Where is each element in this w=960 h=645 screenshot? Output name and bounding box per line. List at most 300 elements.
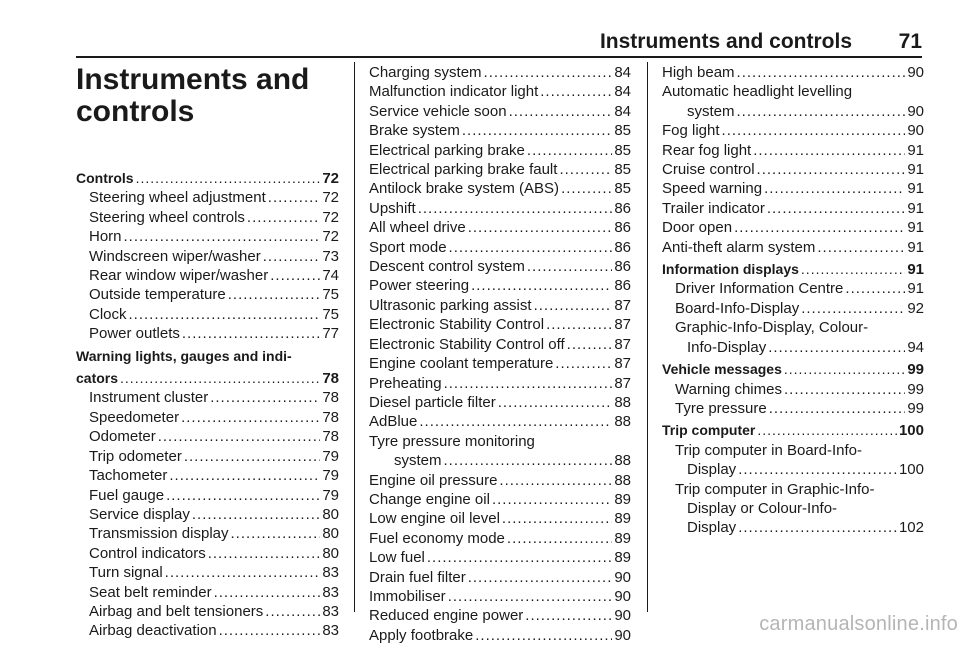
toc-entry-title: Charging system bbox=[369, 64, 482, 81]
toc-entry-page: 99 bbox=[907, 361, 924, 379]
toc-entry-title: Trailer indicator bbox=[662, 199, 765, 217]
toc-entry-title: Outside temperature bbox=[89, 286, 226, 304]
toc-entry-page: 72 bbox=[322, 208, 339, 226]
toc-entry[interactable] bbox=[662, 238, 924, 257]
toc-entry-title: Speed warning bbox=[662, 180, 763, 198]
toc-entry-page: 79 bbox=[322, 486, 339, 504]
toc-entry-page: 91 bbox=[907, 199, 924, 217]
toc-entry[interactable] bbox=[662, 279, 924, 298]
toc-entry[interactable] bbox=[76, 266, 339, 285]
dot-leader bbox=[499, 471, 612, 490]
toc-entry-title: Power outlets bbox=[89, 325, 180, 343]
dot-leader bbox=[165, 563, 321, 582]
toc-entry-page: 88 bbox=[614, 413, 631, 431]
dot-leader bbox=[534, 296, 613, 315]
toc-entry[interactable] bbox=[76, 466, 339, 485]
toc-entry-page: 83 bbox=[322, 622, 339, 640]
toc-section-entry[interactable] bbox=[662, 260, 924, 279]
dot-leader bbox=[817, 238, 905, 257]
toc-entry[interactable] bbox=[369, 335, 631, 354]
toc-entry-title: Electronic Stability Control bbox=[369, 316, 545, 334]
toc-entry[interactable] bbox=[369, 179, 631, 198]
toc-entry[interactable] bbox=[369, 238, 631, 257]
toc-entry-page: 72 bbox=[322, 228, 339, 246]
toc-entry-title: Drain fuel filter bbox=[369, 568, 466, 586]
toc-entry-title: Fog light bbox=[662, 122, 720, 140]
toc-entry[interactable] bbox=[662, 160, 924, 179]
toc-entry[interactable] bbox=[369, 374, 631, 393]
toc-entry-page: 78 bbox=[322, 428, 339, 446]
page-number: 71 bbox=[898, 30, 922, 53]
toc-entry[interactable] bbox=[662, 338, 924, 357]
toc-entry-title: Vehicle messages bbox=[662, 361, 782, 378]
dot-leader bbox=[738, 518, 897, 537]
dot-leader bbox=[540, 82, 612, 101]
toc-section-entry[interactable] bbox=[662, 421, 924, 440]
dot-leader bbox=[767, 199, 906, 218]
toc-entry-page: 72 bbox=[322, 189, 339, 207]
toc-entry-title: Sport mode bbox=[369, 238, 447, 256]
toc-entry[interactable] bbox=[76, 388, 339, 407]
dot-leader bbox=[468, 218, 613, 237]
toc-entry-title: Turn signal bbox=[89, 564, 163, 582]
toc-entry-page: 79 bbox=[322, 467, 339, 485]
toc-entry-page: 72 bbox=[322, 170, 339, 187]
toc-entry[interactable] bbox=[76, 621, 339, 640]
toc-entry-title: Cruise control bbox=[662, 161, 755, 179]
toc-entry[interactable] bbox=[369, 451, 631, 470]
toc-entry-page: 88 bbox=[614, 471, 631, 489]
toc-entry[interactable] bbox=[662, 460, 924, 479]
toc-entry-title: Info-Display bbox=[687, 338, 767, 356]
toc-entry[interactable] bbox=[76, 324, 339, 343]
dot-leader bbox=[561, 179, 612, 198]
toc-entry[interactable] bbox=[662, 102, 924, 121]
dot-leader bbox=[769, 399, 906, 418]
dot-leader bbox=[270, 266, 320, 285]
dot-leader bbox=[444, 451, 613, 470]
toc-entry-title: Power steering bbox=[369, 277, 470, 295]
toc-entry-page: 86 bbox=[614, 199, 631, 217]
chapter-title: Instruments and controls bbox=[76, 63, 310, 128]
toc-entry[interactable] bbox=[369, 587, 631, 606]
toc-entry-title: Controls bbox=[76, 170, 134, 186]
watermark: carmanualsonline.info bbox=[759, 613, 958, 635]
toc-entry[interactable] bbox=[662, 199, 924, 218]
toc-entry[interactable] bbox=[369, 257, 631, 276]
toc-entry[interactable] bbox=[369, 606, 631, 625]
header-rule bbox=[76, 56, 922, 58]
dot-leader bbox=[214, 583, 321, 602]
toc-entry[interactable] bbox=[76, 227, 339, 246]
dot-leader bbox=[129, 305, 321, 324]
toc-entry-title: Display bbox=[687, 461, 737, 479]
dot-leader bbox=[784, 360, 905, 379]
toc-entry-page: 91 bbox=[907, 180, 924, 198]
toc-entry-title: Display bbox=[687, 519, 737, 537]
toc-entry[interactable] bbox=[369, 490, 631, 509]
dot-leader bbox=[471, 276, 612, 295]
toc-entry-page: 77 bbox=[322, 325, 339, 343]
toc-entry[interactable] bbox=[76, 583, 339, 602]
toc-entry-page: 78 bbox=[322, 370, 339, 388]
toc-entry-page: 85 bbox=[614, 141, 631, 159]
page-header bbox=[0, 0, 960, 60]
toc-entry-page: 80 bbox=[322, 544, 339, 562]
toc-entry[interactable] bbox=[369, 296, 631, 315]
toc-entry-page: 85 bbox=[614, 122, 631, 140]
toc-entry[interactable] bbox=[369, 315, 631, 334]
toc-entry[interactable] bbox=[369, 568, 631, 587]
toc-entry-page: 90 bbox=[614, 568, 631, 586]
dot-leader bbox=[448, 587, 613, 606]
toc-entry-title: AdBlue bbox=[369, 413, 418, 431]
toc-entry-page: 91 bbox=[907, 161, 924, 179]
toc-entry-page: 87 bbox=[614, 335, 631, 353]
toc-entry-title: Electrical parking brake fault bbox=[369, 161, 558, 179]
toc-entry-title: Malfunction indicator light bbox=[369, 83, 539, 101]
toc-entry[interactable] bbox=[662, 141, 924, 160]
toc-entry[interactable] bbox=[76, 188, 339, 207]
toc-entry[interactable] bbox=[369, 412, 631, 431]
dot-leader bbox=[268, 188, 321, 207]
toc-entry-page: 100 bbox=[898, 461, 924, 479]
toc-entry-line: Trip computer in Board-Info- bbox=[675, 441, 863, 459]
toc-entry-title: Airbag and belt tensioners bbox=[89, 602, 264, 620]
toc-entry-page: 91 bbox=[907, 219, 924, 237]
toc-entry-title: Trip odometer bbox=[89, 447, 182, 465]
column-divider-2 bbox=[647, 62, 648, 612]
dot-leader bbox=[444, 374, 613, 393]
toc-entry-page: 90 bbox=[614, 626, 631, 644]
toc-entry-title: Change engine oil bbox=[369, 490, 490, 508]
toc-entry-title: Electronic Stability Control off bbox=[369, 335, 565, 353]
dot-leader bbox=[525, 606, 612, 625]
toc-entry-title: cators bbox=[76, 370, 119, 387]
dot-leader bbox=[845, 279, 905, 298]
toc-entry-title: Transmission display bbox=[89, 525, 229, 543]
dot-leader bbox=[527, 141, 612, 160]
toc-entry-title: Windscreen wiper/washer bbox=[89, 247, 261, 265]
toc-entry-page: 87 bbox=[614, 296, 631, 314]
toc-entry-page: 94 bbox=[907, 338, 924, 356]
toc-entry-line: Warning lights, gauges and indi- bbox=[76, 347, 292, 364]
toc-column-3 bbox=[662, 63, 924, 538]
column-divider-1 bbox=[354, 62, 355, 612]
toc-entry-title: Steering wheel adjustment bbox=[89, 189, 266, 207]
toc-entry-title: Engine coolant temperature bbox=[369, 355, 554, 373]
dot-leader bbox=[546, 315, 612, 334]
toc-entry-page: 78 bbox=[322, 408, 339, 426]
toc-entry-page: 86 bbox=[614, 277, 631, 295]
dot-leader bbox=[722, 121, 906, 140]
dot-leader bbox=[757, 421, 897, 440]
toc-entry-page: 86 bbox=[614, 219, 631, 237]
toc-entry-page: 79 bbox=[322, 447, 339, 465]
toc-entry-page: 91 bbox=[907, 261, 924, 279]
toc-entry-page: 80 bbox=[322, 505, 339, 523]
toc-entry-title: Anti-theft alarm system bbox=[662, 238, 816, 256]
toc-entry[interactable] bbox=[662, 399, 924, 418]
toc-entry-page: 84 bbox=[614, 102, 631, 120]
dot-leader bbox=[555, 354, 612, 373]
dot-leader bbox=[210, 388, 320, 407]
toc-entry-title: Tyre pressure bbox=[675, 399, 767, 417]
toc-entry-page: 99 bbox=[907, 380, 924, 398]
dot-leader bbox=[228, 285, 321, 304]
toc-entry-title: Seat belt reminder bbox=[89, 583, 212, 601]
toc-entry-title: Diesel particle filter bbox=[369, 393, 496, 411]
toc-entry-page: 83 bbox=[322, 602, 339, 620]
toc-entry-title: Upshift bbox=[369, 199, 416, 217]
toc-entry-page: 89 bbox=[614, 510, 631, 528]
toc-entry-line: Tyre pressure monitoring bbox=[369, 432, 535, 450]
toc-entry-title: Horn bbox=[89, 228, 122, 246]
toc-entry-page: 90 bbox=[907, 64, 924, 81]
toc-entry-title: Airbag deactivation bbox=[89, 622, 217, 640]
toc-entry[interactable] bbox=[369, 548, 631, 567]
dot-leader bbox=[427, 548, 612, 567]
toc-entry-page: 85 bbox=[614, 161, 631, 179]
dot-leader bbox=[265, 602, 320, 621]
toc-entry-page: 88 bbox=[614, 452, 631, 470]
toc-entry-line: Trip computer in Graphic-Info- bbox=[675, 480, 875, 498]
toc-entry[interactable] bbox=[76, 486, 339, 505]
toc-entry-page: 89 bbox=[614, 549, 631, 567]
toc-entry-title: Service display bbox=[89, 505, 190, 523]
toc-section-entry[interactable] bbox=[662, 360, 924, 379]
toc-entry[interactable] bbox=[76, 285, 339, 304]
dot-leader bbox=[263, 247, 321, 266]
dot-leader bbox=[231, 524, 321, 543]
dot-leader bbox=[801, 260, 905, 279]
toc-entry-title: Tachometer bbox=[89, 467, 168, 485]
toc-entry[interactable] bbox=[369, 121, 631, 140]
toc-entry[interactable] bbox=[369, 63, 631, 82]
toc-entry[interactable] bbox=[662, 179, 924, 198]
toc-entry[interactable] bbox=[369, 160, 631, 179]
toc-entry-page: 90 bbox=[907, 102, 924, 120]
dot-leader bbox=[136, 169, 321, 188]
toc-entry-page: 84 bbox=[614, 64, 631, 81]
toc-entry-title: Service vehicle soon bbox=[369, 102, 507, 120]
toc-entry-title: Rear fog light bbox=[662, 141, 752, 159]
toc-column-1 bbox=[76, 166, 339, 641]
dot-leader bbox=[158, 427, 321, 446]
dot-leader bbox=[475, 626, 612, 645]
toc-entry-page: 80 bbox=[322, 525, 339, 543]
toc-entry-page: 100 bbox=[898, 422, 924, 440]
dot-leader bbox=[801, 299, 905, 318]
toc-entry[interactable] bbox=[662, 380, 924, 399]
toc-entry-title: Reduced engine power bbox=[369, 607, 524, 625]
toc-entry[interactable] bbox=[369, 102, 631, 121]
dot-leader bbox=[247, 208, 320, 227]
dot-leader bbox=[737, 102, 906, 121]
toc-entry[interactable] bbox=[369, 509, 631, 528]
toc-entry[interactable] bbox=[76, 602, 339, 621]
toc-entry-title: Engine oil pressure bbox=[369, 471, 498, 489]
toc-entry-title: Fuel gauge bbox=[89, 486, 165, 504]
toc-entry[interactable] bbox=[76, 524, 339, 543]
toc-entry-title: High beam bbox=[662, 64, 735, 81]
toc-entry-title: system bbox=[394, 452, 442, 470]
toc-entry-page: 87 bbox=[614, 355, 631, 373]
toc-entry-page: 90 bbox=[614, 587, 631, 605]
toc-entry-page: 102 bbox=[898, 519, 924, 537]
dot-leader bbox=[462, 121, 612, 140]
toc-entry-title: All wheel drive bbox=[369, 219, 466, 237]
dot-leader bbox=[120, 369, 320, 388]
toc-entry-page: 91 bbox=[907, 280, 924, 298]
dot-leader bbox=[567, 335, 613, 354]
toc-entry[interactable] bbox=[76, 247, 339, 266]
running-header-title: Instruments and controls bbox=[599, 30, 852, 53]
toc-entry-page: 73 bbox=[322, 247, 339, 265]
dot-leader bbox=[502, 509, 612, 528]
toc-entry[interactable] bbox=[369, 276, 631, 295]
toc-entry-page: 88 bbox=[614, 393, 631, 411]
dot-leader bbox=[208, 544, 321, 563]
toc-entry[interactable] bbox=[369, 218, 631, 237]
dot-leader bbox=[764, 179, 905, 198]
toc-entry-page: 90 bbox=[614, 607, 631, 625]
toc-entry[interactable] bbox=[76, 447, 339, 466]
dot-leader bbox=[753, 141, 905, 160]
toc-entry[interactable] bbox=[76, 408, 339, 427]
toc-entry[interactable] bbox=[76, 427, 339, 446]
dot-leader bbox=[768, 338, 905, 357]
dot-leader bbox=[418, 199, 613, 218]
toc-entry[interactable] bbox=[369, 529, 631, 548]
toc-entry[interactable] bbox=[369, 354, 631, 373]
toc-entry-title: Descent control system bbox=[369, 258, 525, 276]
toc-entry[interactable] bbox=[369, 82, 631, 101]
toc-entry-title: Warning chimes bbox=[675, 380, 782, 398]
toc-entry-title: Door open bbox=[662, 219, 733, 237]
toc-entry-page: 75 bbox=[322, 305, 339, 323]
toc-entry[interactable] bbox=[369, 199, 631, 218]
toc-entry[interactable] bbox=[662, 63, 924, 82]
toc-entry[interactable] bbox=[662, 518, 924, 537]
dot-leader bbox=[449, 238, 613, 257]
dot-leader bbox=[419, 412, 612, 431]
toc-entry[interactable] bbox=[369, 393, 631, 412]
dot-leader bbox=[757, 160, 906, 179]
toc-entry-title: Fuel economy mode bbox=[369, 529, 505, 547]
toc-entry-title: Information displays bbox=[662, 261, 799, 278]
toc-entry-title: Low fuel bbox=[369, 549, 425, 567]
dot-leader bbox=[182, 324, 320, 343]
toc-entry-title: Electrical parking brake bbox=[369, 141, 525, 159]
dot-leader bbox=[166, 486, 320, 505]
toc-entry-title: Rear window wiper/washer bbox=[89, 267, 269, 285]
toc-entry-page: 91 bbox=[907, 238, 924, 256]
toc-entry-page: 83 bbox=[322, 564, 339, 582]
dot-leader bbox=[507, 529, 612, 548]
toc-entry-title: Odometer bbox=[89, 428, 156, 446]
dot-leader bbox=[784, 380, 905, 399]
toc-entry-page: 78 bbox=[322, 389, 339, 407]
toc-entry-title: Board-Info-Display bbox=[675, 299, 800, 317]
toc-entry-page: 87 bbox=[614, 374, 631, 392]
toc-entry-page: 83 bbox=[322, 583, 339, 601]
toc-entry[interactable] bbox=[76, 505, 339, 524]
toc-entry-line: Display or Colour-Info- bbox=[687, 499, 838, 517]
toc-entry[interactable] bbox=[76, 305, 339, 324]
dot-leader bbox=[492, 490, 612, 509]
dot-leader bbox=[498, 393, 613, 412]
toc-entry-title: Antilock brake system (ABS) bbox=[369, 180, 560, 198]
toc-entry-title: Clock bbox=[89, 305, 127, 323]
toc-entry-title: Low engine oil level bbox=[369, 510, 500, 528]
dot-leader bbox=[527, 257, 612, 276]
toc-entry-title: Steering wheel controls bbox=[89, 208, 245, 226]
toc-entry-line: Graphic-Info-Display, Colour- bbox=[675, 319, 869, 337]
toc-entry-page: 86 bbox=[614, 258, 631, 276]
toc-entry-title: Immobiliser bbox=[369, 587, 446, 605]
toc-entry-page: 86 bbox=[614, 238, 631, 256]
toc-entry-title: Brake system bbox=[369, 122, 460, 140]
toc-entry-title: Driver Information Centre bbox=[675, 280, 844, 298]
toc-entry[interactable] bbox=[76, 208, 339, 227]
dot-leader bbox=[181, 408, 320, 427]
toc-entry[interactable] bbox=[662, 299, 924, 318]
toc-entry-page: 91 bbox=[907, 141, 924, 159]
toc-entry[interactable] bbox=[76, 563, 339, 582]
toc-entry[interactable] bbox=[662, 121, 924, 140]
toc-entry[interactable] bbox=[369, 471, 631, 490]
toc-section-entry[interactable] bbox=[76, 169, 339, 188]
toc-entry[interactable] bbox=[369, 626, 631, 645]
dot-leader bbox=[219, 621, 321, 640]
toc-entry-title: system bbox=[687, 102, 735, 120]
toc-entry-title: Control indicators bbox=[89, 544, 206, 562]
toc-entry-title: Preheating bbox=[369, 374, 442, 392]
toc-entry-title: Instrument cluster bbox=[89, 389, 209, 407]
dot-leader bbox=[734, 218, 905, 237]
toc-entry-page: 87 bbox=[614, 316, 631, 334]
dot-leader bbox=[468, 568, 613, 587]
toc-entry-page: 99 bbox=[907, 399, 924, 417]
dot-leader bbox=[737, 63, 906, 82]
toc-entry-page: 92 bbox=[907, 299, 924, 317]
toc-entry-title: Speedometer bbox=[89, 408, 180, 426]
dot-leader bbox=[559, 160, 612, 179]
dot-leader bbox=[509, 102, 613, 121]
dot-leader bbox=[124, 227, 321, 246]
toc-entry-page: 89 bbox=[614, 529, 631, 547]
toc-section-entry[interactable] bbox=[76, 369, 339, 388]
dot-leader bbox=[192, 505, 320, 524]
dot-leader bbox=[738, 460, 897, 479]
dot-leader bbox=[169, 466, 320, 485]
toc-entry-title: Trip computer bbox=[662, 422, 756, 439]
toc-entry-page: 84 bbox=[614, 83, 631, 101]
toc-entry-page: 75 bbox=[322, 286, 339, 304]
toc-entry-line: Automatic headlight levelling bbox=[662, 83, 853, 101]
dot-leader bbox=[484, 63, 613, 82]
toc-column-2 bbox=[369, 63, 631, 645]
toc-entry[interactable] bbox=[76, 544, 339, 563]
toc-entry-title: Apply footbrake bbox=[369, 626, 474, 644]
toc-entry[interactable] bbox=[369, 141, 631, 160]
toc-entry-title: Ultrasonic parking assist bbox=[369, 296, 532, 314]
toc-entry-page: 89 bbox=[614, 490, 631, 508]
toc-entry-page: 74 bbox=[322, 267, 339, 285]
dot-leader bbox=[184, 447, 321, 466]
toc-entry[interactable] bbox=[662, 218, 924, 237]
